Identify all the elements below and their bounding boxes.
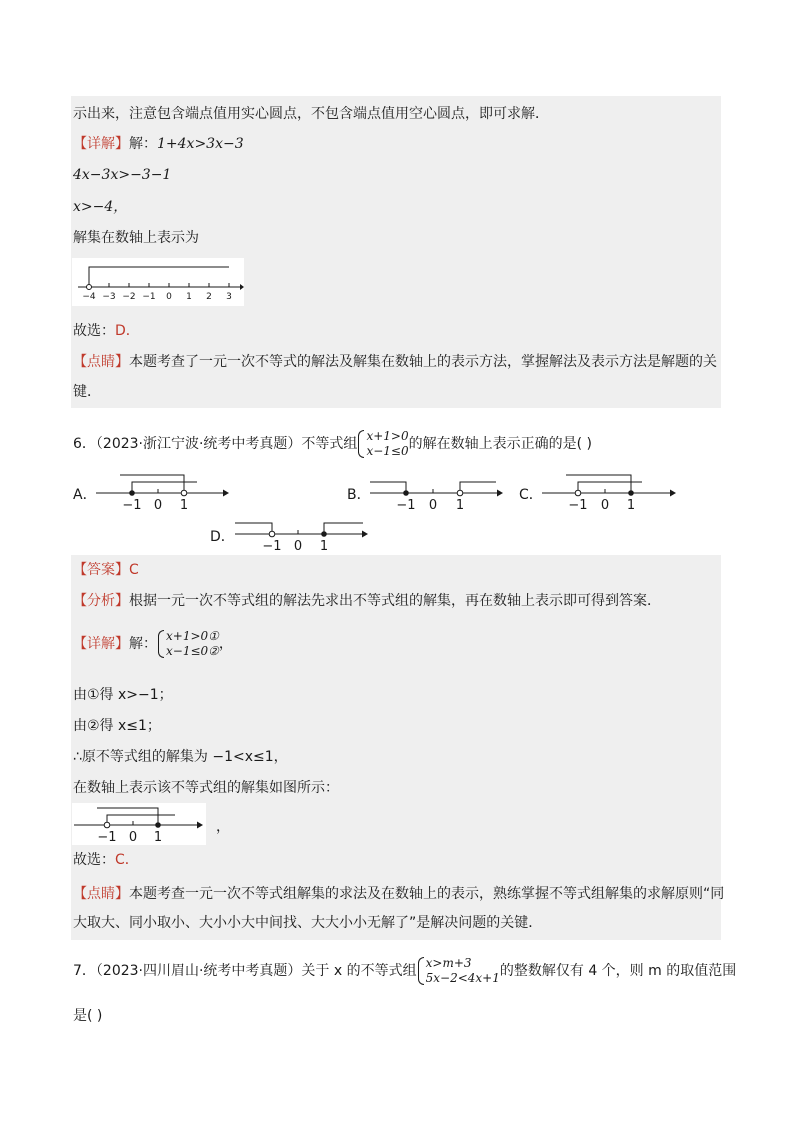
q6-number-line-box [72, 803, 206, 845]
q6-detail-suffix: ， [218, 636, 233, 652]
q6-detail-line [73, 626, 233, 662]
q6-option-axis-tick-label: 0 [428, 498, 438, 513]
q5-answer-line [73, 321, 140, 341]
q6-option-axis-tick-label: −1 [568, 498, 588, 513]
q6-option-axis-tick-label: 1 [626, 498, 636, 513]
q7-inequality-system [417, 956, 500, 986]
q6-final-line [73, 850, 139, 870]
q7-stem-prefix: 7．（2023·四川眉山·统考中考真题）关于 x 的不等式组 [73, 963, 417, 979]
q6-answer-value: C [129, 562, 139, 578]
q6-option-c-number-line[interactable] [538, 470, 680, 516]
q5-axis-tick-label: −1 [142, 292, 156, 302]
q5-answer-prefix: 故选： [73, 323, 115, 339]
q5-axis-tick-label: 0 [166, 292, 172, 302]
q6-stem-prefix: 6．（2023·浙江宁波·统考中考真题）不等式组 [73, 436, 358, 452]
q6-option-axis-tick-label: 0 [153, 498, 163, 513]
q6-comment-line2: 大取大、同小取小、大小小大中间找、大大小小无解了”是解决问题的关键． [73, 915, 543, 931]
q6-comment-line1 [73, 884, 724, 904]
q6-option-axis-tick-label: 0 [293, 539, 303, 554]
q7-sys-row2: 5x−2<4x+1 [425, 971, 500, 985]
q6-sys-row2: x−1≤0 [366, 444, 409, 458]
q6-stem-suffix: 的解在数轴上表示正确的是( ) [408, 436, 592, 452]
q6-solution-axis-tick-label: −1 [97, 830, 117, 845]
q6-solution-set: ∴原不等式组的解集为 −1<x≤1， [73, 749, 288, 765]
q5-detail-tag: 【详解】 [73, 136, 129, 152]
q5-axis-tick-label: 3 [226, 292, 232, 302]
q5-axis-tick-label: −3 [102, 292, 116, 302]
q5-comment-text1: 本题考查了一元一次不等式的解法及解集在数轴上的表示方法，掌握解法及表示方法是解题的关 [129, 354, 717, 370]
q5-number-line [72, 258, 244, 306]
q6-solution-number-line [72, 803, 206, 845]
q6-from1: 由①得 x>−1； [73, 687, 173, 703]
q6-inequality-system [357, 429, 408, 459]
q6-detail-row1: x+1>0① [166, 629, 219, 643]
q6-option-axis-tick-label: −1 [262, 539, 282, 554]
q6-option-b-number-line[interactable] [366, 470, 506, 516]
q6-option-axis-tick-label: −1 [122, 498, 142, 513]
q5-solution-bracket [89, 267, 229, 287]
q5-axis-tick-label: −4 [82, 292, 96, 302]
q6-option-axis-tick-label: 1 [455, 498, 465, 513]
q6-final-prefix: 故选： [73, 852, 115, 868]
q6-answer-line [73, 560, 139, 580]
q6-option-c-letter[interactable]: C． [519, 487, 543, 503]
q7-stem-suffix: 的整数解仅有 4 个，则 m 的取值范围 [499, 963, 737, 979]
q5-axis-tick-label: −2 [122, 292, 136, 302]
q6-final-value: C． [115, 852, 139, 868]
q6-option-axis-tick-label: 1 [179, 498, 189, 513]
q6-option-axis-tick-label: −1 [396, 498, 416, 513]
q6-analysis-text: 根据一元一次不等式组的解法先求出不等式组的解集，再在数轴上表示即可得到答案． [129, 593, 661, 609]
q5-number-line-box [72, 258, 244, 306]
q6-option-d-number-line[interactable] [229, 511, 371, 557]
q6-analysis-tag: 【分析】 [73, 593, 129, 609]
q6-detail-row2: x−1≤0② [166, 644, 219, 658]
q6-option-axis-tick-label: 1 [319, 539, 329, 554]
q5-axis-tick-label: 2 [206, 292, 212, 302]
q5-step2: 4x−3x>−3−1 [73, 167, 172, 183]
q7-stem-line2: 是( ) [73, 1008, 103, 1024]
q5-answer-value: D． [115, 323, 140, 339]
q6-comment-tag: 【点睛】 [73, 886, 129, 902]
q6-axis-suffix: ， [216, 819, 230, 835]
q6-detail-tag: 【详解】 [73, 636, 129, 652]
q5-axis-arrow [240, 284, 244, 290]
q6-detail-system [157, 629, 219, 659]
q5-axis-caption: 解集在数轴上表示为 [73, 230, 199, 246]
q5-open-point [87, 285, 92, 290]
q6-from2: 由②得 x≤1； [73, 718, 161, 734]
q7-stem [73, 952, 736, 990]
q5-step1: 1+4x>3x−3 [157, 136, 244, 152]
q5-detail-prefix: 解： [129, 136, 157, 152]
q6-solution-axis-tick-label: 0 [128, 830, 138, 845]
q6-answer-tag: 【答案】 [73, 562, 129, 578]
q7-sys-row1: x>m+3 [425, 956, 472, 970]
q6-axis-caption: 在数轴上表示该不等式组的解集如图所示： [73, 780, 339, 796]
q5-comment-line1 [73, 352, 717, 372]
q6-solution-axis-tick-label: 1 [153, 830, 163, 845]
q5-step3: x>−4， [73, 199, 128, 215]
q5-intro-text: 示出来，注意包含端点值用实心圆点，不包含端点值用空心圆点，即可求解． [73, 106, 549, 122]
q6-comment-text1: 本题考查一元一次不等式组解集的求法及在数轴上的表示，熟练掌握不等式组解集的求解原则“同 [129, 886, 725, 902]
q6-option-a-letter[interactable]: A． [73, 487, 97, 503]
q6-option-a-number-line[interactable] [92, 470, 232, 516]
q6-option-d-letter[interactable]: D． [210, 529, 235, 545]
q5-comment-tag: 【点睛】 [73, 354, 129, 370]
q6-detail-prefix: 解： [129, 636, 157, 652]
q6-option-b-letter[interactable]: B． [347, 487, 371, 503]
q5-detail-line [73, 134, 244, 154]
q5-axis-tick-label: 1 [186, 292, 192, 302]
q6-analysis-line [73, 591, 661, 611]
q6-option-axis-tick-label: 0 [600, 498, 610, 513]
q5-comment-line2: 键． [73, 384, 101, 400]
q6-stem [73, 426, 592, 462]
q6-sys-row1: x+1>0 [366, 429, 409, 443]
